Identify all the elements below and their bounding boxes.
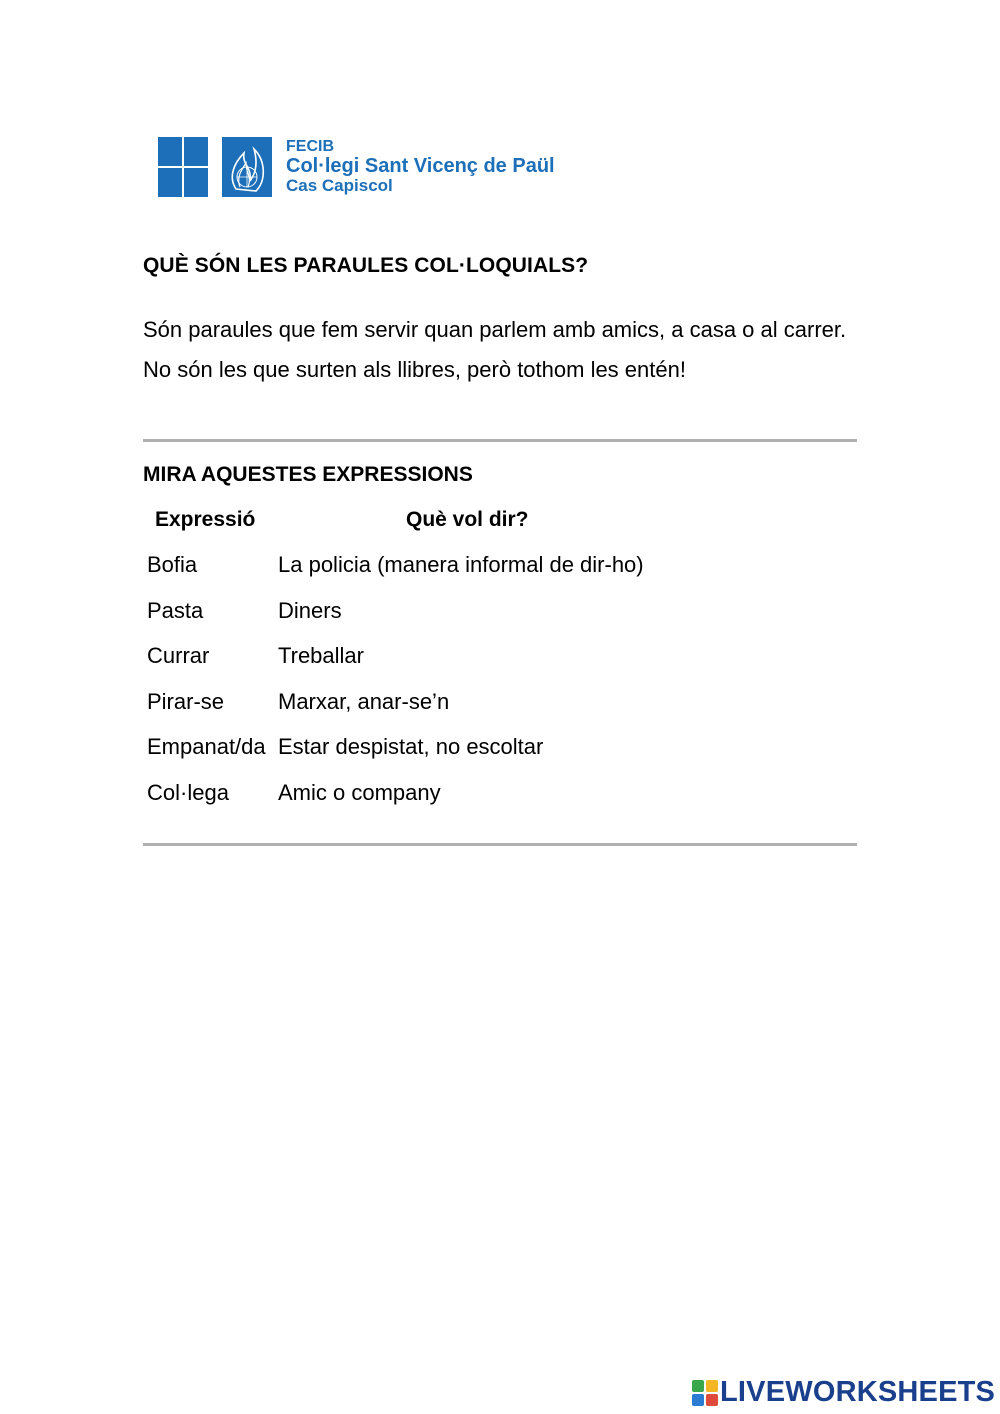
row-meaning: La policia (manera informal de dir-ho) [278, 552, 644, 577]
row-meaning: Marxar, anar-se’n [278, 689, 450, 714]
column-header-term: Expressió [155, 508, 256, 531]
divider-bottom [143, 843, 857, 846]
logo-line-fecib: FECIB [286, 138, 334, 156]
table-row [147, 552, 644, 582]
column-header-meaning: Què vol dir? [406, 508, 529, 531]
table-row [147, 689, 449, 719]
logo-squares-icon [158, 137, 208, 197]
table-row [147, 780, 441, 810]
row-meaning: Amic o company [278, 780, 441, 805]
divider-top [143, 439, 857, 442]
section1-title: QUÈ SÓN LES PARAULES COL·LOQUIALS? [143, 254, 589, 277]
table-row [147, 734, 543, 764]
row-term: Pasta [147, 598, 204, 623]
logo-line-school: Col·legi Sant Vicenç de Paül [286, 154, 555, 177]
school-logo [158, 136, 555, 198]
row-term: Empanat/da [147, 734, 266, 759]
table-row [147, 598, 342, 628]
row-meaning: Treballar [278, 643, 364, 668]
liveworksheets-brand [692, 1376, 995, 1409]
logo-text [286, 139, 555, 195]
logo-line-location: Cas Capiscol [286, 175, 393, 195]
row-term: Col·lega [147, 780, 229, 805]
liveworksheets-text: LIVEWORKSHEETS [720, 1376, 996, 1408]
liveworksheets-logo-icon [692, 1380, 718, 1406]
row-meaning: Diners [278, 598, 342, 623]
row-meaning: Estar despistat, no escoltar [278, 734, 544, 759]
row-term: Currar [147, 643, 210, 668]
row-term: Pirar-se [147, 689, 225, 714]
table-row [147, 643, 364, 673]
logo-flame-icon [222, 137, 272, 197]
section1-paragraph: Són paraules que fem servir quan parlem amb amics, a casa o al carrer. No són les que surten als llibres, però tothom les entén! [143, 317, 847, 382]
row-term: Bofia [147, 552, 198, 577]
section2-title: MIRA AQUESTES EXPRESSIONS [143, 463, 473, 486]
